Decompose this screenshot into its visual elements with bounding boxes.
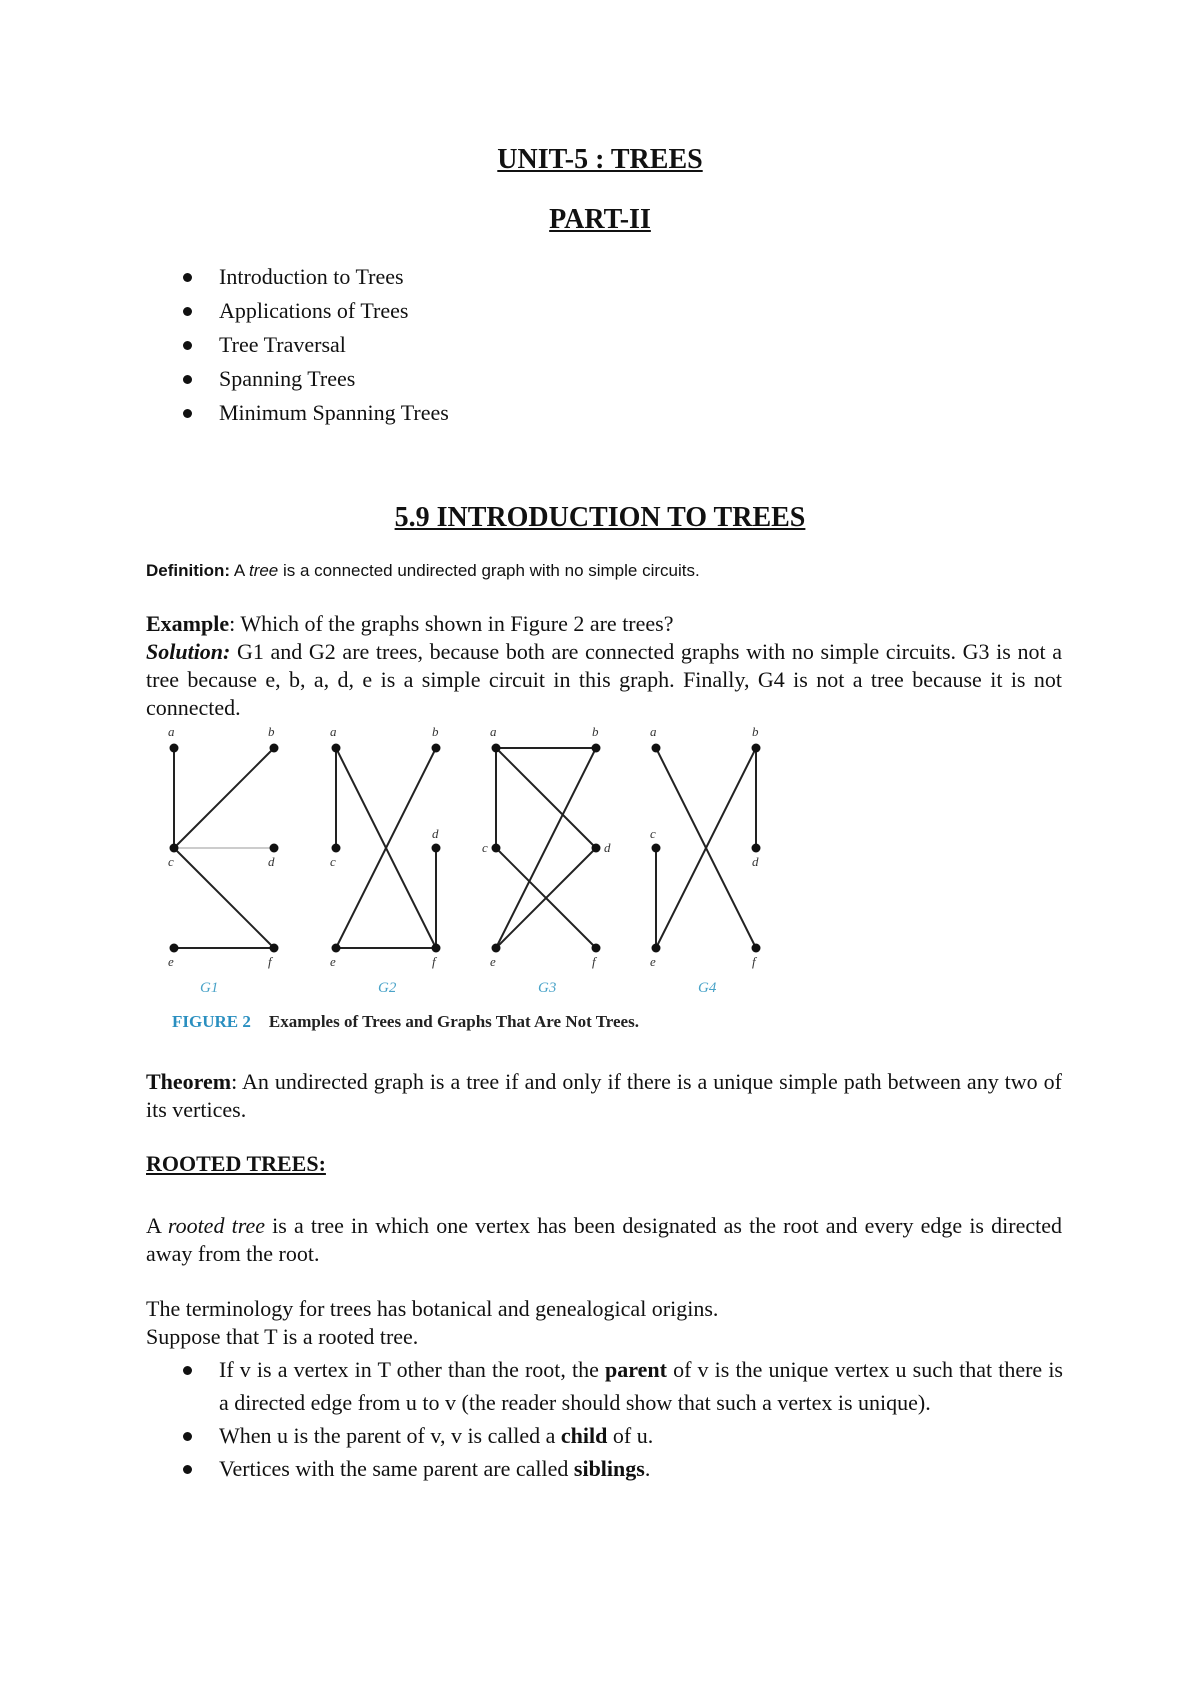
vertex	[752, 944, 761, 953]
bullet-siblings: Vertices with the same parent are called siblings.	[183, 1452, 1063, 1485]
graph-label-g1: G1	[200, 980, 219, 996]
vertex-label: a	[650, 724, 657, 739]
suppose-sentence: Suppose that T is a rooted tree.	[146, 1324, 419, 1349]
vertex	[332, 944, 341, 953]
g1-edge	[174, 748, 274, 848]
rooted-tree-bullets	[183, 1353, 1063, 1485]
g3-edge	[496, 748, 596, 848]
vertex	[270, 844, 279, 853]
part-title: PART-II	[549, 204, 651, 235]
vertex-label: a	[168, 724, 175, 739]
vertex	[432, 944, 441, 953]
vertex-label: e	[490, 954, 496, 969]
theorem-label: Theorem	[146, 1069, 232, 1094]
figure-caption	[172, 1012, 639, 1032]
topic-item: Introduction to Trees	[183, 260, 449, 294]
vertex	[752, 744, 761, 753]
vertex	[592, 744, 601, 753]
graph-label-g3: G3	[538, 980, 557, 996]
vertex-label: d	[604, 840, 611, 855]
solution-label: Solution:	[146, 639, 231, 664]
vertex	[170, 944, 179, 953]
section-title: 5.9 INTRODUCTION TO TREES	[394, 502, 806, 533]
vertex	[170, 844, 179, 853]
topic-item: Applications of Trees	[183, 294, 449, 328]
definition-term: tree	[248, 561, 279, 580]
solution-paragraph: Solution: G1 and G2 are trees, because both are connected graphs with no simple circuits. G3 is not a tree because e, b, a, d, e is a simple circuit in this graph. Finally, G4 is not a tree because it is not connected.	[146, 639, 1062, 720]
vertex-label: c	[650, 826, 656, 841]
vertex-label: e	[650, 954, 656, 969]
bullet-parent: If v is a vertex in T other than the root, the parent of v is the unique vertex u such that there is a directed edge from u to v (the reader should show that such a vertex is unique).	[183, 1353, 1063, 1419]
vertex	[492, 844, 501, 853]
vertex-label: b	[268, 724, 275, 739]
vertex-label: f	[432, 954, 436, 969]
vertex	[652, 844, 661, 853]
figure-caption-text: Examples of Trees and Graphs That Are Not Trees.	[268, 1012, 639, 1031]
vertex	[592, 844, 601, 853]
terminology-sentence: The terminology for trees has botanical and genealogical origins.	[146, 1296, 719, 1321]
definition-paragraph: Definition: A tree is a connected undirected graph with no simple circuits.	[146, 561, 700, 580]
topic-item: Minimum Spanning Trees	[183, 396, 449, 430]
vertex-label: f	[268, 954, 272, 969]
example-label: Example	[146, 611, 230, 636]
vertex-label: e	[330, 954, 336, 969]
vertex	[270, 744, 279, 753]
vertex-label: d	[752, 854, 759, 869]
vertex-label: a	[330, 724, 337, 739]
vertex	[592, 944, 601, 953]
vertex	[432, 744, 441, 753]
vertex-label: b	[592, 724, 599, 739]
graphs-illustration	[160, 722, 790, 982]
vertex	[492, 744, 501, 753]
topic-item: Tree Traversal	[183, 328, 449, 362]
vertex	[432, 844, 441, 853]
vertex-label: f	[592, 954, 596, 969]
vertex-label: c	[330, 854, 336, 869]
g3-edge	[496, 748, 596, 948]
vertex-label: e	[168, 954, 174, 969]
vertex-label: d	[432, 826, 439, 841]
figure-number: FIGURE 2	[172, 1012, 251, 1031]
vertex	[270, 944, 279, 953]
vertex	[492, 944, 501, 953]
bullet-child: When u is the parent of v, v is called a child of u.	[183, 1419, 1063, 1452]
rooted-trees-heading: ROOTED TREES:	[146, 1151, 326, 1176]
definition-label: Definition:	[146, 561, 231, 580]
example-question: Example: Which of the graphs shown in Figure 2 are trees?	[146, 611, 674, 636]
vertex	[332, 844, 341, 853]
unit-title: UNIT-5 : TREES	[497, 144, 703, 175]
rooted-tree-term: rooted tree	[167, 1213, 265, 1238]
vertex	[652, 744, 661, 753]
vertex-label: d	[268, 854, 275, 869]
vertex-label: f	[752, 954, 756, 969]
g1-edge	[174, 848, 274, 948]
vertex-label: a	[490, 724, 497, 739]
vertex	[752, 844, 761, 853]
graph-label-g2: G2	[378, 980, 397, 996]
figure-2	[160, 722, 790, 1042]
vertex-label: c	[168, 854, 174, 869]
topic-list	[183, 260, 449, 430]
vertex-label: b	[752, 724, 759, 739]
vertex	[652, 944, 661, 953]
graph-label-g4: G4	[698, 980, 717, 996]
theorem-paragraph: Theorem: An undirected graph is a tree if and only if there is a unique simple path between any two of its vertices.	[146, 1069, 1062, 1122]
vertex-label: c	[482, 840, 488, 855]
vertex	[332, 744, 341, 753]
topic-item: Spanning Trees	[183, 362, 449, 396]
vertex	[170, 744, 179, 753]
rooted-tree-definition: A rooted tree is a tree in which one vertex has been designated as the root and every edge is directed away from the root.	[146, 1213, 1062, 1266]
vertex-label: b	[432, 724, 439, 739]
